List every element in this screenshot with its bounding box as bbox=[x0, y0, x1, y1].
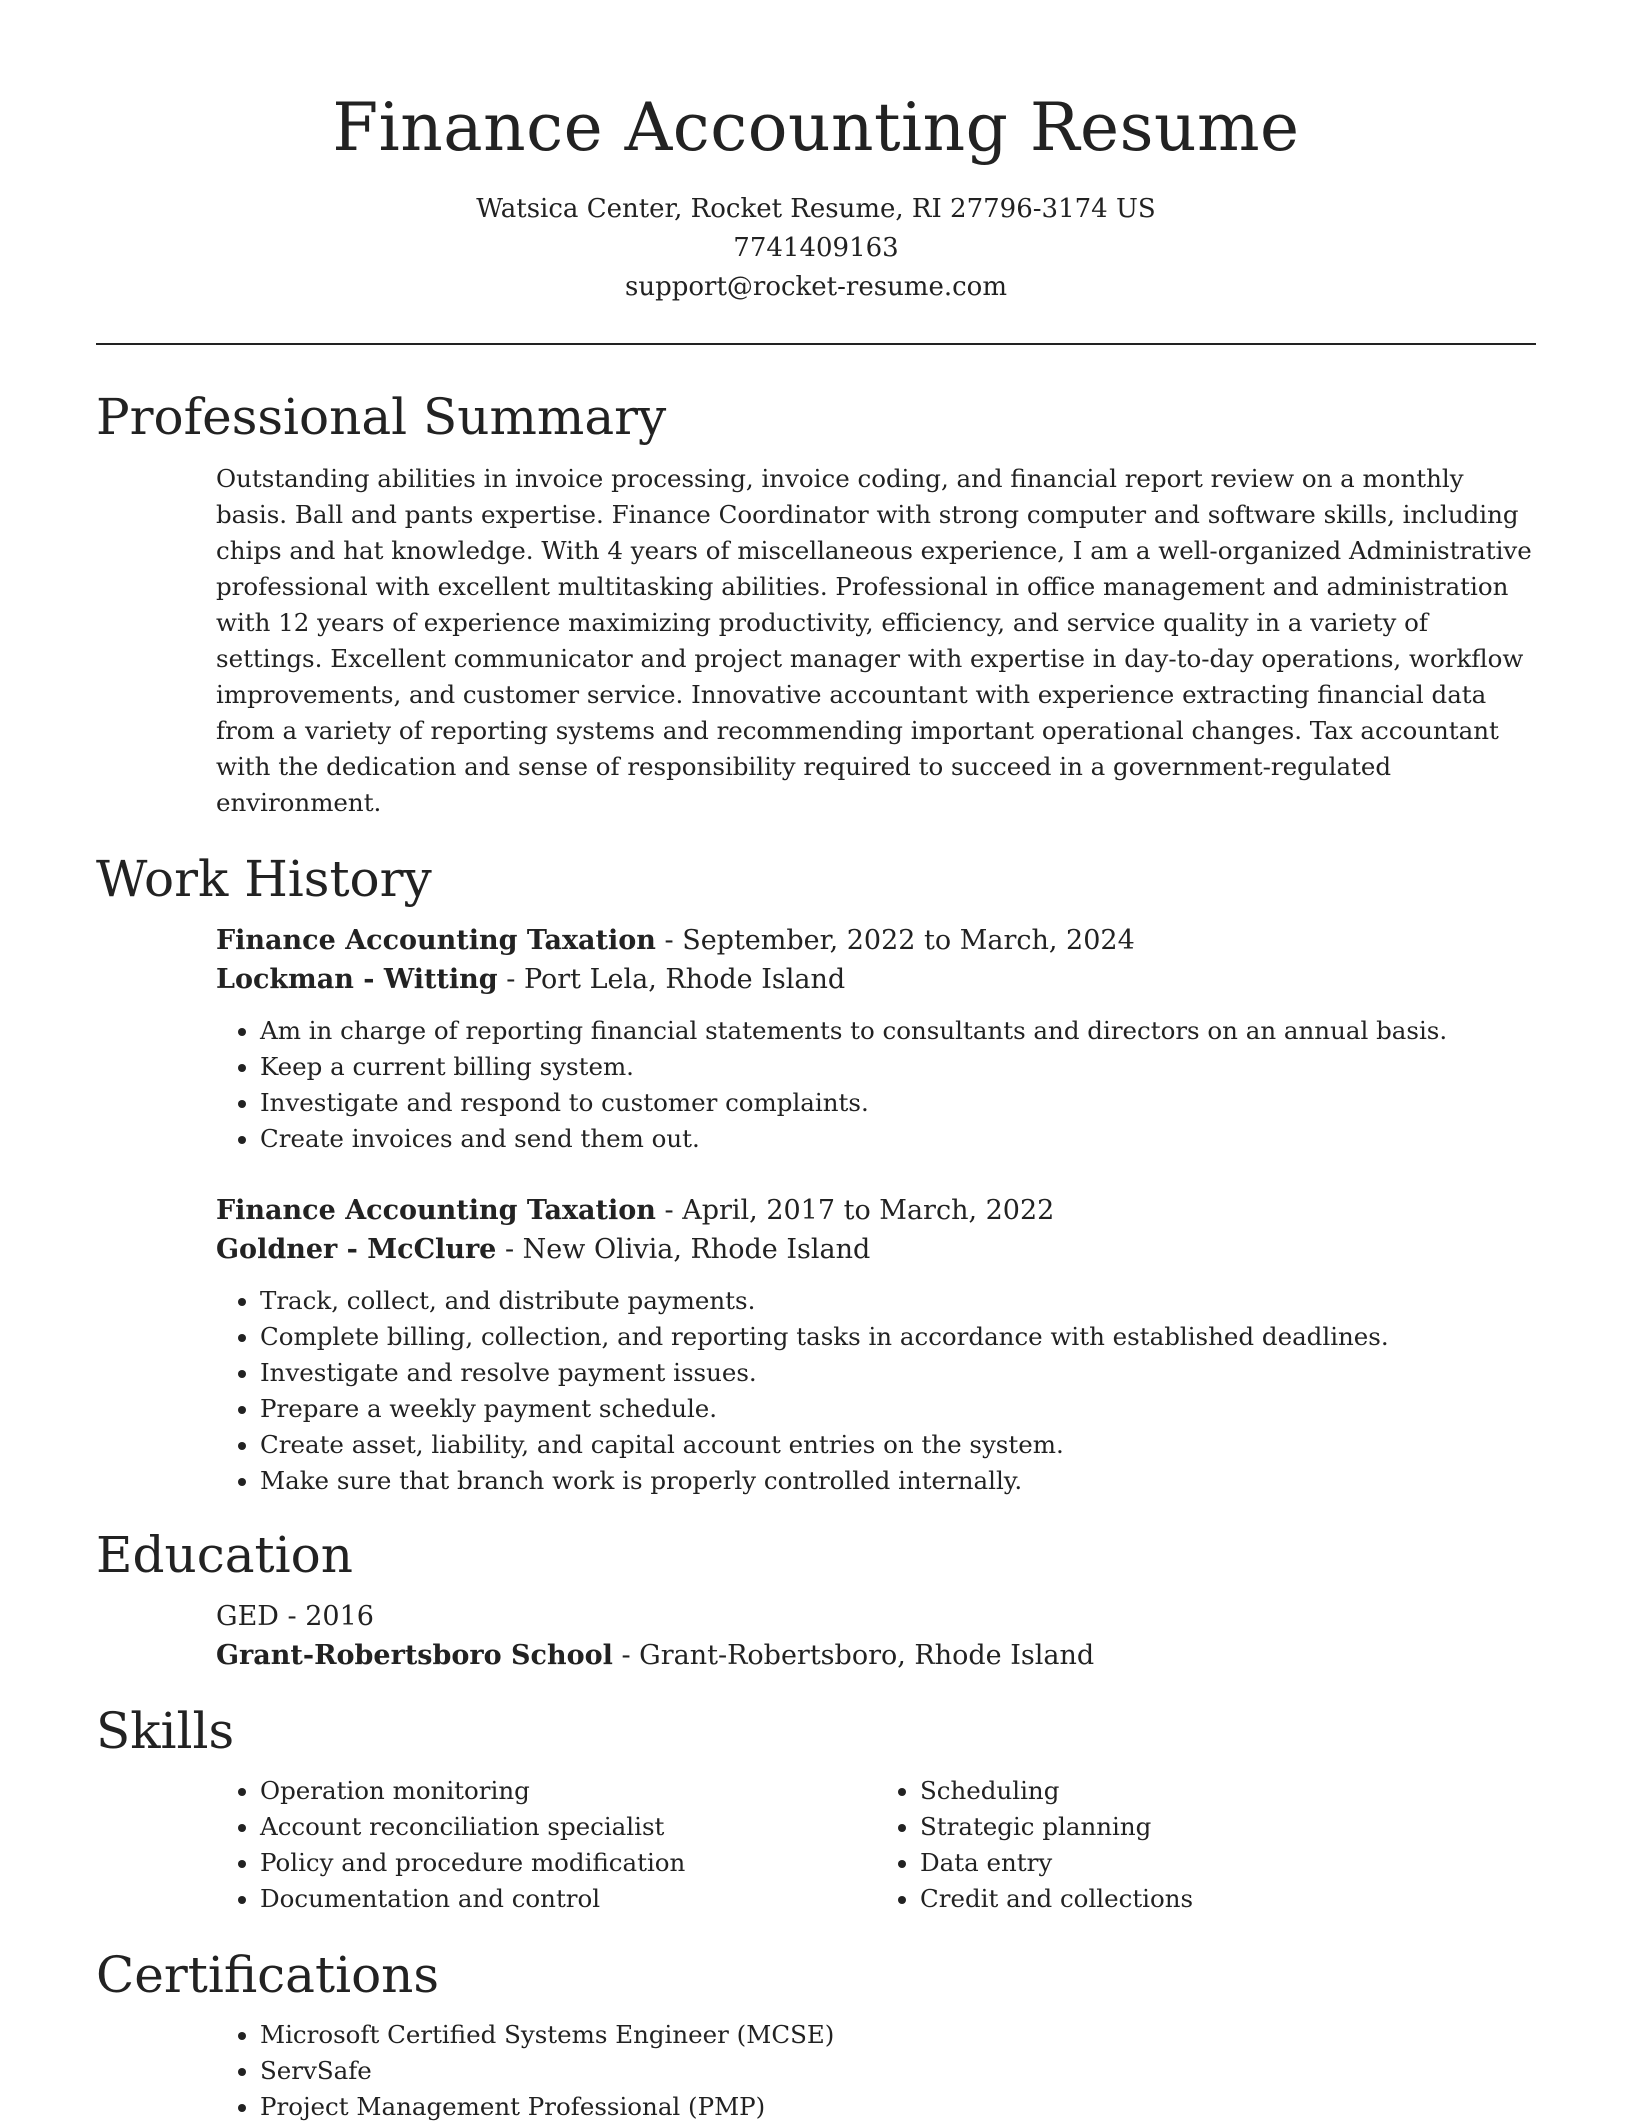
job-company-line bbox=[216, 960, 1536, 999]
skill-item: • Policy and procedure modification bbox=[260, 1845, 876, 1881]
work-history-section bbox=[96, 849, 1536, 1499]
summary-section bbox=[96, 387, 1536, 821]
skills-heading: Skills bbox=[96, 1702, 235, 1760]
education-location: - Grant-Robertsboro, Rhode Island bbox=[612, 1640, 1095, 1671]
job-duty: • Create asset, liability, and capital account entries on the system. bbox=[260, 1427, 1536, 1463]
skills-section bbox=[96, 1701, 1536, 1917]
contact-phone: 7741409163 bbox=[733, 233, 899, 263]
job-position: Finance Accounting Taxation bbox=[216, 925, 656, 956]
job-position: Finance Accounting Taxation bbox=[216, 1195, 656, 1226]
work-history-heading: Work History bbox=[96, 850, 432, 908]
resume-page bbox=[96, 0, 1536, 2125]
job-duty: • Am in charge of reporting financial statements to consultants and directors on an annual basis. bbox=[260, 1013, 1536, 1049]
job-location: - New Olivia, Rhode Island bbox=[496, 1234, 871, 1265]
skill-item: • Scheduling bbox=[920, 1773, 1536, 1809]
certifications-heading: Certifications bbox=[96, 1946, 440, 2004]
contact-email: support@rocket-resume.com bbox=[624, 272, 1007, 302]
certifications-list bbox=[216, 2017, 1536, 2125]
education-school: Grant-Robertsboro School bbox=[216, 1640, 613, 1671]
job-company-line bbox=[216, 1230, 1536, 1269]
skills-column-1 bbox=[216, 1773, 876, 1917]
certification-item: • Project Management Professional (PMP) bbox=[260, 2089, 1536, 2125]
job-duties-list bbox=[216, 1283, 1536, 1499]
skill-item: • Documentation and control bbox=[260, 1881, 876, 1917]
job-entry bbox=[216, 921, 1536, 1157]
education-heading: Education bbox=[96, 1526, 353, 1584]
job-entry bbox=[216, 1191, 1536, 1499]
resume-header bbox=[96, 0, 1536, 307]
job-title-line bbox=[216, 921, 1536, 960]
job-dates: - September, 2022 to March, 2024 bbox=[655, 925, 1135, 956]
skill-item: • Operation monitoring bbox=[260, 1773, 876, 1809]
job-company: Goldner - McClure bbox=[216, 1234, 497, 1265]
skills-grid bbox=[216, 1773, 1536, 1917]
education-section bbox=[96, 1525, 1536, 1675]
skill-item: • Strategic planning bbox=[920, 1809, 1536, 1845]
job-title-line bbox=[216, 1191, 1536, 1230]
skill-item: • Data entry bbox=[920, 1845, 1536, 1881]
job-dates: - April, 2017 to March, 2022 bbox=[655, 1195, 1055, 1226]
job-duty: • Track, collect, and distribute payments. bbox=[260, 1283, 1536, 1319]
job-duty: • Investigate and resolve payment issues. bbox=[260, 1355, 1536, 1391]
header-divider bbox=[96, 343, 1536, 345]
contact-address: Watsica Center, Rocket Resume, RI 27796-3174 US bbox=[476, 194, 1156, 224]
skill-item: • Account reconciliation specialist bbox=[260, 1809, 876, 1845]
summary-text: Outstanding abilities in invoice processing, invoice coding, and financial report review on a monthly basis. Ball and pants expertise. Finance Coordinator with strong computer and software skills, including chips and hat knowledge. With 4 years of miscellaneous experience, I am a well-organized Administrative professional with excellent multitasking abilities. Professional in office management and administration with 12 years of experience maximizing productivity, efficiency, and service quality in a variety of settings. Excellent communicator and project manager with expertise in day-to-day operations, workflow improvements, and customer service. Innovative accountant with experience extracting financial data from a variety of reporting systems and recommending important operational changes. Tax accountant with the dedication and sense of responsibility required to succeed in a government-regulated environment. bbox=[216, 464, 1532, 817]
certification-item: • ServSafe bbox=[260, 2053, 1536, 2089]
summary-heading: Professional Summary bbox=[96, 388, 667, 446]
job-company: Lockman - Witting bbox=[216, 964, 498, 995]
job-duties-list bbox=[216, 1013, 1536, 1157]
job-duty: • Investigate and respond to customer complaints. bbox=[260, 1085, 1536, 1121]
job-location: - Port Lela, Rhode Island bbox=[497, 964, 846, 995]
job-duty: • Keep a current billing system. bbox=[260, 1049, 1536, 1085]
certifications-section bbox=[96, 1945, 1536, 2125]
education-school-line bbox=[216, 1636, 1536, 1675]
certification-item: • Microsoft Certified Systems Engineer (MCSE) bbox=[260, 2017, 1536, 2053]
education-degree: GED - 2016 bbox=[216, 1601, 374, 1632]
job-duty: • Create invoices and send them out. bbox=[260, 1121, 1536, 1157]
job-duty: • Make sure that branch work is properly controlled internally. bbox=[260, 1463, 1536, 1499]
skill-item: • Credit and collections bbox=[920, 1881, 1536, 1917]
resume-name: Finance Accounting Resume bbox=[332, 89, 1300, 166]
job-duty: • Prepare a weekly payment schedule. bbox=[260, 1391, 1536, 1427]
skills-column-2 bbox=[876, 1773, 1536, 1917]
job-duty: • Complete billing, collection, and reporting tasks in accordance with established deadlines. bbox=[260, 1319, 1536, 1355]
contact-info bbox=[96, 190, 1536, 307]
